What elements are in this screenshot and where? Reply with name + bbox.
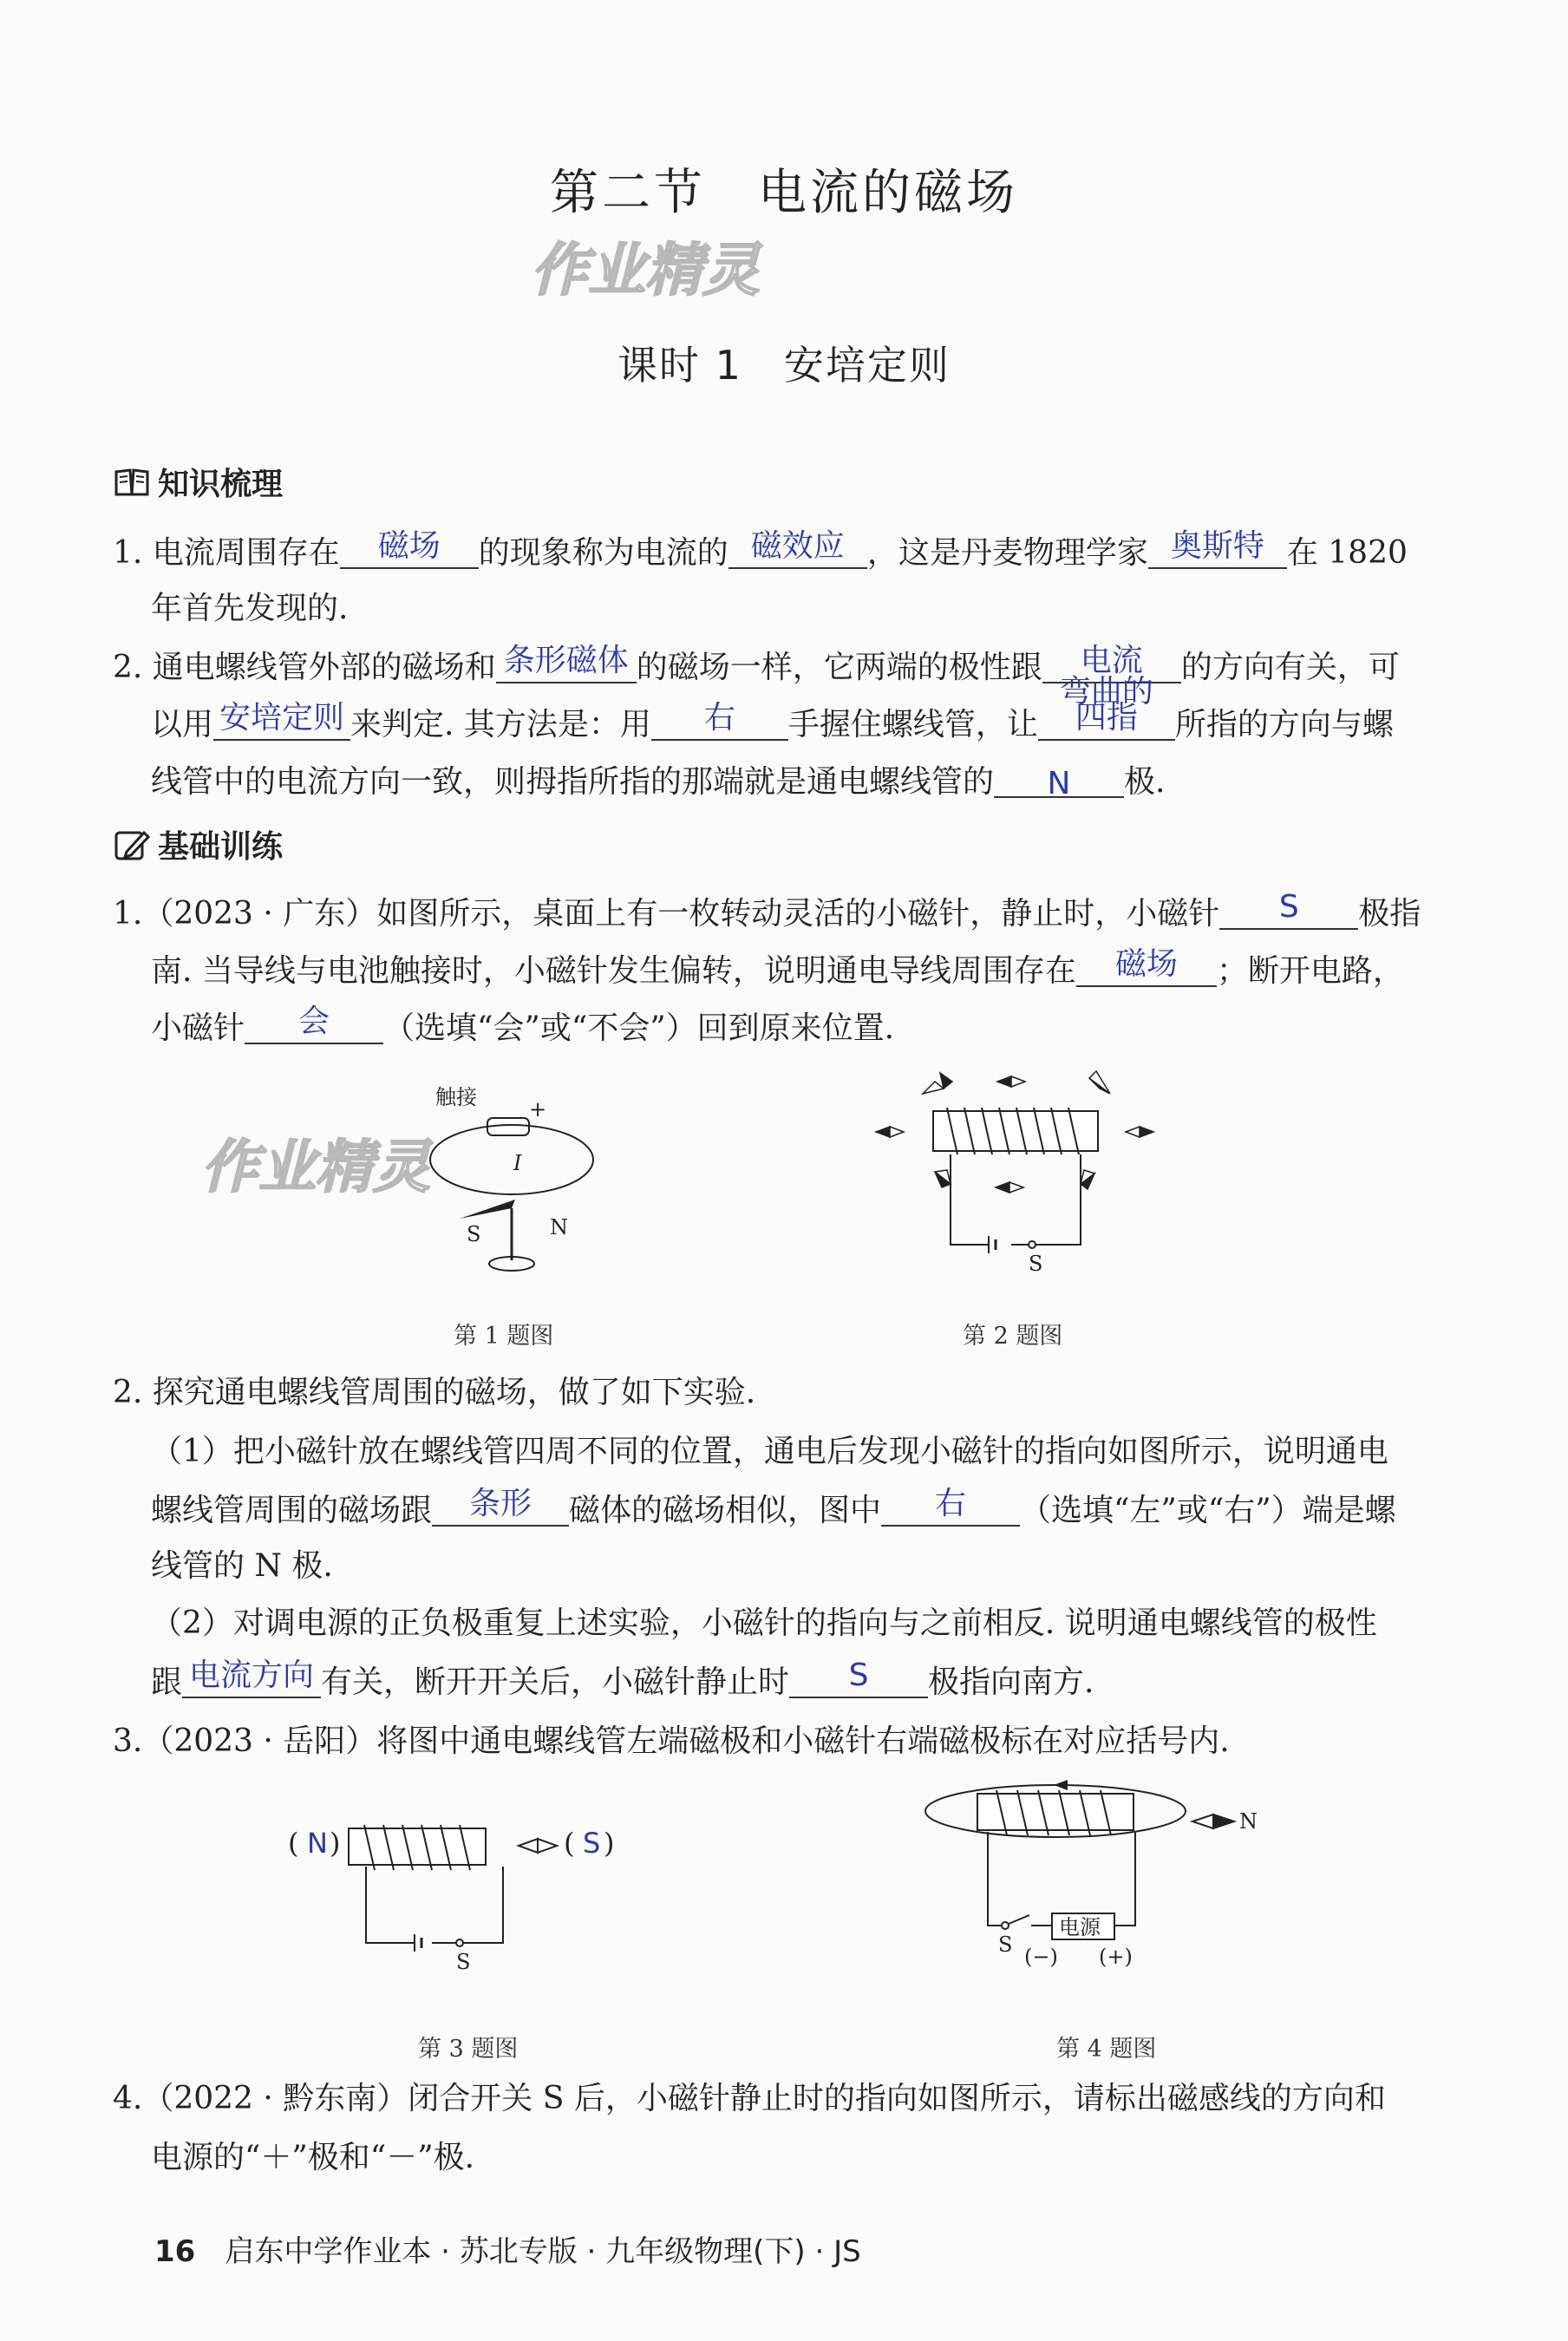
q1-text-e: 小磁针 [151, 1010, 245, 1046]
fig3-switch-icon [456, 1939, 463, 1946]
compass-needle [460, 1200, 515, 1219]
q1-line3 [151, 1004, 895, 1046]
k1-answer-2: 磁效应 [750, 528, 845, 564]
fig4-caption: 第 4 题图 [1056, 2036, 1157, 2063]
q1-line1 [113, 889, 1421, 932]
knowledge-section-heading [113, 460, 283, 504]
q1-text-d: ；断开电路， [1216, 953, 1404, 989]
svg-text:(: ( [288, 1827, 299, 1860]
q2-text-c: 螺线管周围的磁场跟 [151, 1493, 433, 1528]
k2-blank-1[interactable] [496, 643, 637, 683]
q1-blank-2[interactable] [1076, 946, 1217, 987]
fig4-compass-needle [1192, 1815, 1234, 1828]
k1-text-b: 的现象称为电流的 [478, 535, 728, 571]
k2-answer-2: 电流 [1080, 643, 1143, 678]
fig1-touch-label: 触接 [435, 1085, 477, 1109]
k1-blank-3[interactable] [1148, 528, 1287, 569]
fig3-compass-needle [519, 1839, 557, 1853]
fig4-neg-label: (−) [1024, 1945, 1058, 1969]
q2-text-d: 磁体的磁场相似，图中 [569, 1493, 882, 1528]
k2-blank-5[interactable] [1038, 674, 1175, 741]
q2-line6 [151, 1658, 1094, 1700]
figure-3-solenoid [286, 1813, 668, 1986]
k1-line2: 年首先发现的. [151, 591, 349, 626]
battery-icon [487, 1118, 529, 1135]
q2-blank-2[interactable] [881, 1486, 1020, 1527]
k2-line2 [151, 674, 1394, 742]
k2-answer-5b: 四指 [1075, 700, 1138, 736]
fig4-n-label: N [1239, 1809, 1258, 1834]
q2-answer-2: 右 [935, 1486, 967, 1521]
fig1-n-label: N [550, 1215, 568, 1239]
q2-line4: 线管的 N 极. [151, 1548, 333, 1584]
page-number: 16 [154, 2234, 196, 2269]
k2-text-d: 以用 [151, 707, 214, 742]
k2-answer-5a: 弯曲的 [1059, 674, 1153, 709]
k2-text-i: 极. [1124, 764, 1166, 800]
switch-icon [1029, 1241, 1036, 1248]
q2-blank-4[interactable] [789, 1658, 928, 1698]
q1-text-a: 1.（2023 · 广东）如图所示，桌面上有一枚转动灵活的小磁针，静止时，小磁针 [113, 896, 1220, 932]
k2-blank-3[interactable] [213, 700, 350, 741]
k2-blank-6[interactable] [994, 765, 1124, 801]
fig3-s-label: S [456, 1950, 471, 1974]
q1-answer-2: 磁场 [1114, 946, 1178, 982]
fig1-current-label: I [513, 1151, 522, 1175]
fig3-caption: 第 3 题图 [418, 2036, 519, 2063]
q1-line2 [151, 946, 1404, 989]
training-section-label: 基础训练 [158, 829, 284, 865]
q1-answer-3: 会 [298, 1004, 330, 1039]
q1-answer-1: S [1278, 889, 1299, 925]
q1-text-c: 南. 当导线与电池触接时，小磁针发生偏转，说明通电导线周围存在 [151, 953, 1076, 989]
q1-text-b: 极指 [1358, 896, 1421, 932]
k2-text-f: 手握住螺线管，让 [787, 707, 1038, 742]
q3-line1: 3.（2023 · 岳阳）将图中通电螺线管左端磁极和小磁针右端磁极标在对应括号内. [113, 1723, 1230, 1759]
k2-text-h: 线管中的电流方向一致，则拇指所指的那端就是通电螺线管的 [151, 764, 995, 800]
k2-text-g: 所指的方向与螺 [1174, 707, 1394, 742]
q2-blank-1[interactable] [432, 1486, 569, 1527]
k1-text-c: ，这是丹麦物理学家 [866, 535, 1148, 571]
k2-answer-6: N [1047, 766, 1071, 801]
figure-4-solenoid-power [915, 1769, 1288, 1986]
q1-text-f: （选填“会”或“不会”）回到原来位置. [383, 1010, 895, 1046]
fig3-answer-left: N [307, 1827, 328, 1860]
field-line-arrow-icon [1054, 1780, 1068, 1790]
training-section-heading [113, 822, 283, 866]
k2-text-c: 的方向有关，可 [1180, 650, 1400, 685]
fig1-caption: 第 1 题图 [454, 1323, 554, 1350]
k2-answer-3: 安培定则 [219, 700, 345, 736]
svg-text:(: ( [564, 1827, 575, 1860]
k2-line1 [113, 643, 1400, 685]
footer-book-title: 启东中学作业本 · 苏北专版 · 九年级物理(下) · JS [225, 2234, 861, 2269]
k1-blank-1[interactable] [340, 528, 479, 569]
fig4-switch-icon [1002, 1922, 1009, 1929]
fig2-s-label: S [1029, 1252, 1043, 1276]
k1-answer-1: 磁场 [377, 528, 441, 564]
fig4-source-label: 电源 [1059, 1915, 1101, 1939]
q2-line1: 2. 探究通电螺线管周围的磁场，做了如下实验. [113, 1375, 756, 1410]
k1-line1 [113, 528, 1408, 571]
q2-line2: （1）把小磁针放在螺线管四周不同的位置，通电后发现小磁针的指向如图所示，说明通电 [151, 1434, 1388, 1469]
q2-answer-3: 电流方向 [189, 1658, 315, 1693]
q2-answer-1: 条形 [469, 1486, 532, 1521]
k1-text-d: 在 1820 [1286, 535, 1408, 571]
fig1-s-label: S [467, 1222, 481, 1246]
k2-text-b: 的磁场一样，它两端的极性跟 [636, 650, 1042, 685]
k2-text-a: 2. 通电螺线管外部的磁场和 [113, 650, 496, 685]
q4-line1: 4.（2022 · 黔东南）闭合开关 S 后，小磁针静止时的指向如图所示，请标出磁感线的方向和 [113, 2081, 1386, 2116]
watermark: 作业精灵 [531, 237, 760, 304]
k2-answer-4: 右 [703, 700, 735, 736]
k2-answer-1: 条形磁体 [503, 643, 629, 678]
fig3-answer-right: S [583, 1827, 601, 1860]
watermark-2: 作业精灵 [201, 1134, 430, 1200]
k2-line3 [151, 764, 1166, 801]
fig4-s-label: S [998, 1932, 1013, 1957]
k2-text-e: 来判定. 其方法是：用 [350, 707, 651, 742]
figure-2-solenoid-compasses [867, 1063, 1171, 1288]
q2-answer-4: S [848, 1658, 869, 1693]
svg-text:): ) [330, 1827, 341, 1860]
q2-line3 [151, 1486, 1396, 1528]
section-title: 第二节 电流的磁场 [550, 165, 1018, 221]
fig4-pos-label: (+) [1099, 1945, 1133, 1969]
q1-blank-1[interactable] [1219, 889, 1358, 930]
q2-line5: （2）对调电源的正负极重复上述实验，小磁针的指向与之前相反. 说明通电螺线管的极性 [151, 1605, 1377, 1641]
q2-text-i: 有关，断开开关后，小磁针静止时 [321, 1664, 790, 1700]
q1-blank-3[interactable] [245, 1004, 383, 1044]
q4-line2: 电源的“＋”极和“－”极. [151, 2140, 475, 2175]
k1-answer-3: 奥斯特 [1170, 528, 1264, 564]
fig2-caption: 第 2 题图 [963, 1323, 1063, 1350]
k2-blank-4[interactable] [651, 700, 788, 741]
pencil-note-icon [113, 827, 151, 862]
lesson-title: 课时 1 安培定则 [617, 342, 951, 389]
k1-text-a: 1. 电流周围存在 [113, 535, 340, 571]
knowledge-section-label: 知识梳理 [158, 467, 284, 502]
fig1-plus-label: + [529, 1097, 547, 1121]
open-book-icon [113, 465, 151, 500]
k1-blank-2[interactable] [728, 528, 867, 569]
page-footer [154, 2227, 861, 2270]
figure-1-compass-wire [408, 1080, 616, 1293]
q2-blank-3[interactable] [182, 1658, 321, 1698]
q2-text-h: 跟 [151, 1664, 183, 1700]
svg-text:): ) [604, 1827, 615, 1860]
q2-text-j: 极指向南方. [928, 1664, 1094, 1700]
q2-text-e: （选填“左”或“右”）端是螺 [1020, 1493, 1396, 1528]
